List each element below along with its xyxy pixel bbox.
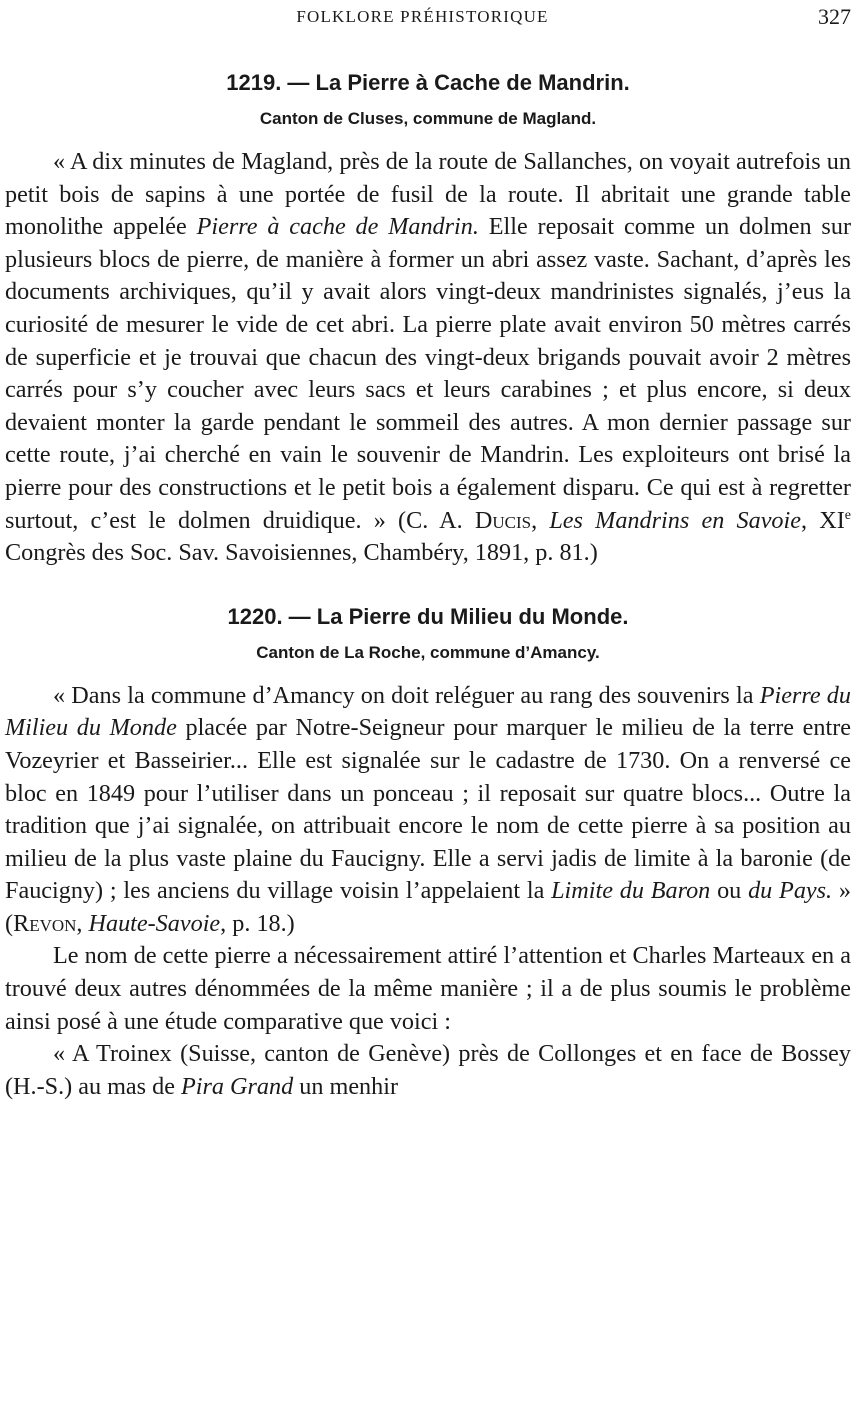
italic-work-title: Haute-Savoie bbox=[88, 909, 221, 937]
italic-term: Pierre à cache de Mandrin. bbox=[196, 213, 479, 241]
italic-term: Pira Grand bbox=[181, 1072, 294, 1100]
author-name: Ducis bbox=[474, 506, 532, 534]
italic-term: Limite du Baron bbox=[551, 877, 711, 905]
paragraph: Le nom de cette pierre a nécessairement attiré l’attention et Charles Marteaux en a trouvé deux autres dénommées de la même manière ; il a de plus soumis le problème ainsi posé à une étude comparative que voici : bbox=[5, 942, 851, 1035]
ordinal-superscript: e bbox=[844, 507, 851, 523]
page-number: 327 bbox=[818, 4, 851, 29]
italic-work-title: Les Mandrins en Savoie bbox=[549, 506, 801, 534]
entry-1219 bbox=[5, 68, 851, 570]
running-title: FOLKLORE PRÉHISTORIQUE bbox=[296, 7, 549, 26]
paragraph: « A Troinex (Suisse, canton de Genève) près de Collonges et en face de Bossey (H.-S.) au mas de Pira Grand un menhir bbox=[5, 1040, 851, 1100]
entry-subtitle: Canton de La Roche, commune d’Amancy. bbox=[256, 642, 600, 662]
entry-subtitle: Canton de Cluses, commune de Magland. bbox=[259, 109, 597, 128]
paragraph: « A dix minutes de Magland, près de la route de Sallanches, on voyait autrefois un petit bois de sapins à une portée de fusil de la route. Il abritait une grande table monolithe appelée Pierre à cache de Mandrin. Elle reposait comme un dolmen sur plusieurs blocs de pierre, de manière à former un abri assez vaste. Sachant, d’après les documents archiviques, qu’il y avait alors vingt-deux mandrinistes signalés, j’eus la curiosité de mesurer le vide de cet abri. La pierre plate avait environ 50 mètres carrés de superficie et je trouvai que chacun des vingt-deux brigands pouvait avoir 2 mètres carrés pour s’y coucher avec leurs sacs et leurs carabines ; et plus encore, si deux devaient monter la garde pendant le sommeil des autres. A mon dernier passage sur cette route, j’ai cherché en vain le souvenir de Mandrin. Les exploiteurs ont brisé la pierre pour des constructions et le petit bois a également disparu. Ce qui est à regretter surtout, c’est le dolmen druidique. » (C. A. Ducis, Les Mandrins en Savoie, XIe Congrès des Soc. Sav. Savoisiennes, Chambéry, 1891, p. 81.) bbox=[5, 148, 851, 567]
running-head bbox=[0, 4, 855, 30]
page-content bbox=[5, 40, 851, 1103]
author-name: Revon bbox=[13, 909, 77, 937]
entry-title: 1220. — La Pierre du Milieu du Monde. bbox=[227, 603, 629, 629]
paragraph: « Dans la commune d’Amancy on doit reléguer au rang des souvenirs la Pierre du Milieu du Monde placée par Notre-Seigneur pour marquer le milieu de la terre entre Vozeyrier et Basseirier... Elle est signalée sur le cadastre de 1730. On a renversé ce bloc en 1849 pour l’utiliser dans un ponceau ; il reposait sur quatre blocs... Outre la tradition que j’ai signalée, on attribuait encore le nom de cette pierre à sa position au milieu de la plus vaste plaine du Faucigny. Elle a servi jadis de limite à la baronie (de Faucigny) ; les anciens du village voisin l’appelaient la Limite du Baron ou du Pays. » (Revon, Haute-Savoie, p. 18.) bbox=[5, 681, 851, 937]
italic-term: Pierre du Milieu du Monde bbox=[5, 681, 851, 742]
entry-1220 bbox=[5, 602, 851, 1104]
entry-title: 1219. — La Pierre à Cache de Mandrin. bbox=[226, 70, 630, 95]
italic-term: du Pays. bbox=[748, 877, 833, 905]
